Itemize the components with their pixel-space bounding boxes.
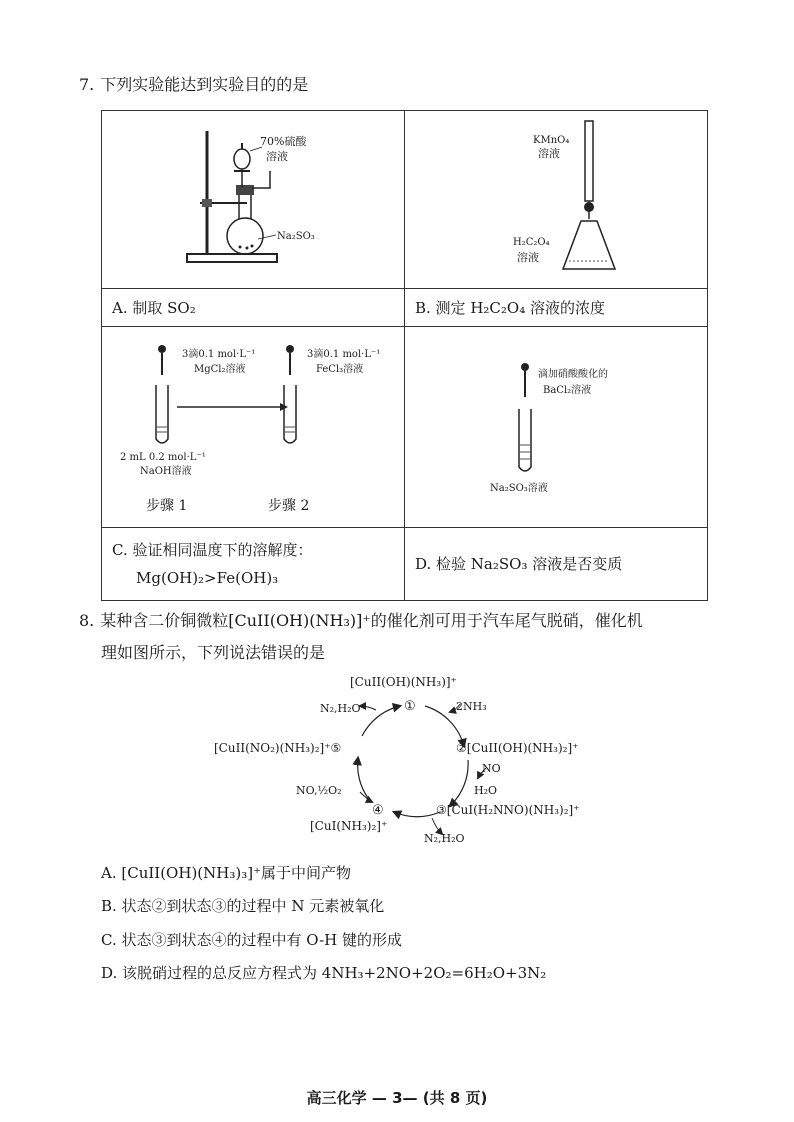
step1-label: 步骤 1 xyxy=(146,498,188,514)
input-no: NO xyxy=(482,762,501,775)
option-c-line1: C. 验证相同温度下的溶解度： xyxy=(112,541,313,559)
bacl2-label-1: 滴加硝酸酸化的 xyxy=(538,369,608,380)
option-c xyxy=(102,528,405,601)
q8-stem-line1 xyxy=(79,610,643,632)
step2-label: 步骤 2 xyxy=(268,498,310,514)
bacl2-label-2: BaCl₂溶液 xyxy=(543,385,592,396)
figure-b-cell xyxy=(405,111,708,289)
state-1-circle: ① xyxy=(404,699,416,714)
kmno4-label-2: 溶液 xyxy=(538,147,560,160)
q8-option-b: B. 状态②到状态③的过程中 N 元素被氧化 xyxy=(101,897,385,915)
output-h2o: H₂O xyxy=(474,784,498,797)
state-4-circle: ④ xyxy=(372,803,384,818)
na2so3-solution-label: Na₂SO₃溶液 xyxy=(490,483,548,494)
option-d: D. 检验 Na₂SO₃ 溶液是否变质 xyxy=(405,528,708,601)
na2so3-label: Na₂SO₃ xyxy=(277,231,315,242)
catalytic-cycle-diagram xyxy=(200,670,620,850)
apparatus-so2-figure xyxy=(102,111,404,284)
state-2-label: ②[CuII(OH)(NH₃)₂]⁺ xyxy=(456,741,579,755)
h2c2o4-label-2: 溶液 xyxy=(517,251,539,264)
q8-option-d: D. 该脱硝过程的总反应方程式为 4NH₃+2NO+2O₂=6H₂O+3N₂ xyxy=(101,964,547,982)
state-5-label: [CuII(NO₂)(NH₃)₂]⁺⑤ xyxy=(214,741,342,755)
titration-figure xyxy=(405,111,707,284)
q7-number: 7. xyxy=(79,75,95,94)
mgcl2-drop-label-2: MgCl₂溶液 xyxy=(194,364,246,375)
q8-text-2: 理如图所示，下列说法错误的是 xyxy=(101,643,326,662)
figure-c-cell xyxy=(102,327,405,528)
state-3-label: ③[CuI(H₂NNO)(NH₃)₂]⁺ xyxy=(436,803,580,817)
state-4-label: [CuI(NH₃)₂]⁺ xyxy=(310,819,388,833)
precipitate-figure xyxy=(102,327,404,523)
q8-option-a: A. [CuII(OH)(NH₃)₃]⁺属于中间产物 xyxy=(101,864,351,882)
q7-options-table xyxy=(101,110,708,601)
sulfite-test-figure xyxy=(405,327,707,523)
q8-stem-line2 xyxy=(101,642,325,664)
figure-d-cell xyxy=(405,327,708,528)
fecl3-drop-label-2: FeCl₃溶液 xyxy=(316,364,364,375)
q7-text: 下列实验能达到实验目的的是 xyxy=(100,75,309,94)
q7-stem xyxy=(79,74,308,96)
input-no-o2: NO,½O₂ xyxy=(296,784,342,797)
kmno4-label: KMnO₄ xyxy=(533,135,570,146)
naoh-label-1: 2 mL 0.2 mol·L⁻¹ xyxy=(120,452,206,463)
fecl3-drop-label-1: 3滴0.1 mol·L⁻¹ xyxy=(307,349,381,360)
state-1-label: [CuII(OH)(NH₃)]⁺ xyxy=(350,675,457,689)
h2c2o4-label: H₂C₂O₄ xyxy=(513,237,550,248)
page-footer: 高三化学 — 3— (共 8 页) xyxy=(306,1089,488,1107)
figure-a-cell xyxy=(102,111,405,289)
mgcl2-drop-label-1: 3滴0.1 mol·L⁻¹ xyxy=(182,349,256,360)
acid-label-1: 70%硫酸 xyxy=(260,135,307,148)
q8-option-c: C. 状态③到状态④的过程中有 O-H 键的形成 xyxy=(101,931,403,949)
acid-label-2: 溶液 xyxy=(266,150,288,163)
option-c-line2: Mg(OH)₂>Fe(OH)₃ xyxy=(136,569,279,587)
option-a: A. 制取 SO₂ xyxy=(102,289,405,327)
naoh-label-2: NaOH溶液 xyxy=(140,466,192,477)
input-2nh3: 2NH₃ xyxy=(456,700,487,713)
option-b: B. 测定 H₂C₂O₄ 溶液的浓度 xyxy=(405,289,708,327)
q8-text-1: 某种含二价铜微粒[CuII(OH)(NH₃)]⁺的催化剂可用于汽车尾气脱硝，催化机 xyxy=(100,611,643,630)
output-n2-h2o-34: N₂,H₂O xyxy=(424,832,465,845)
output-n2-h2o-51: N₂,H₂O xyxy=(320,702,361,715)
q8-number: 8. xyxy=(79,611,95,630)
